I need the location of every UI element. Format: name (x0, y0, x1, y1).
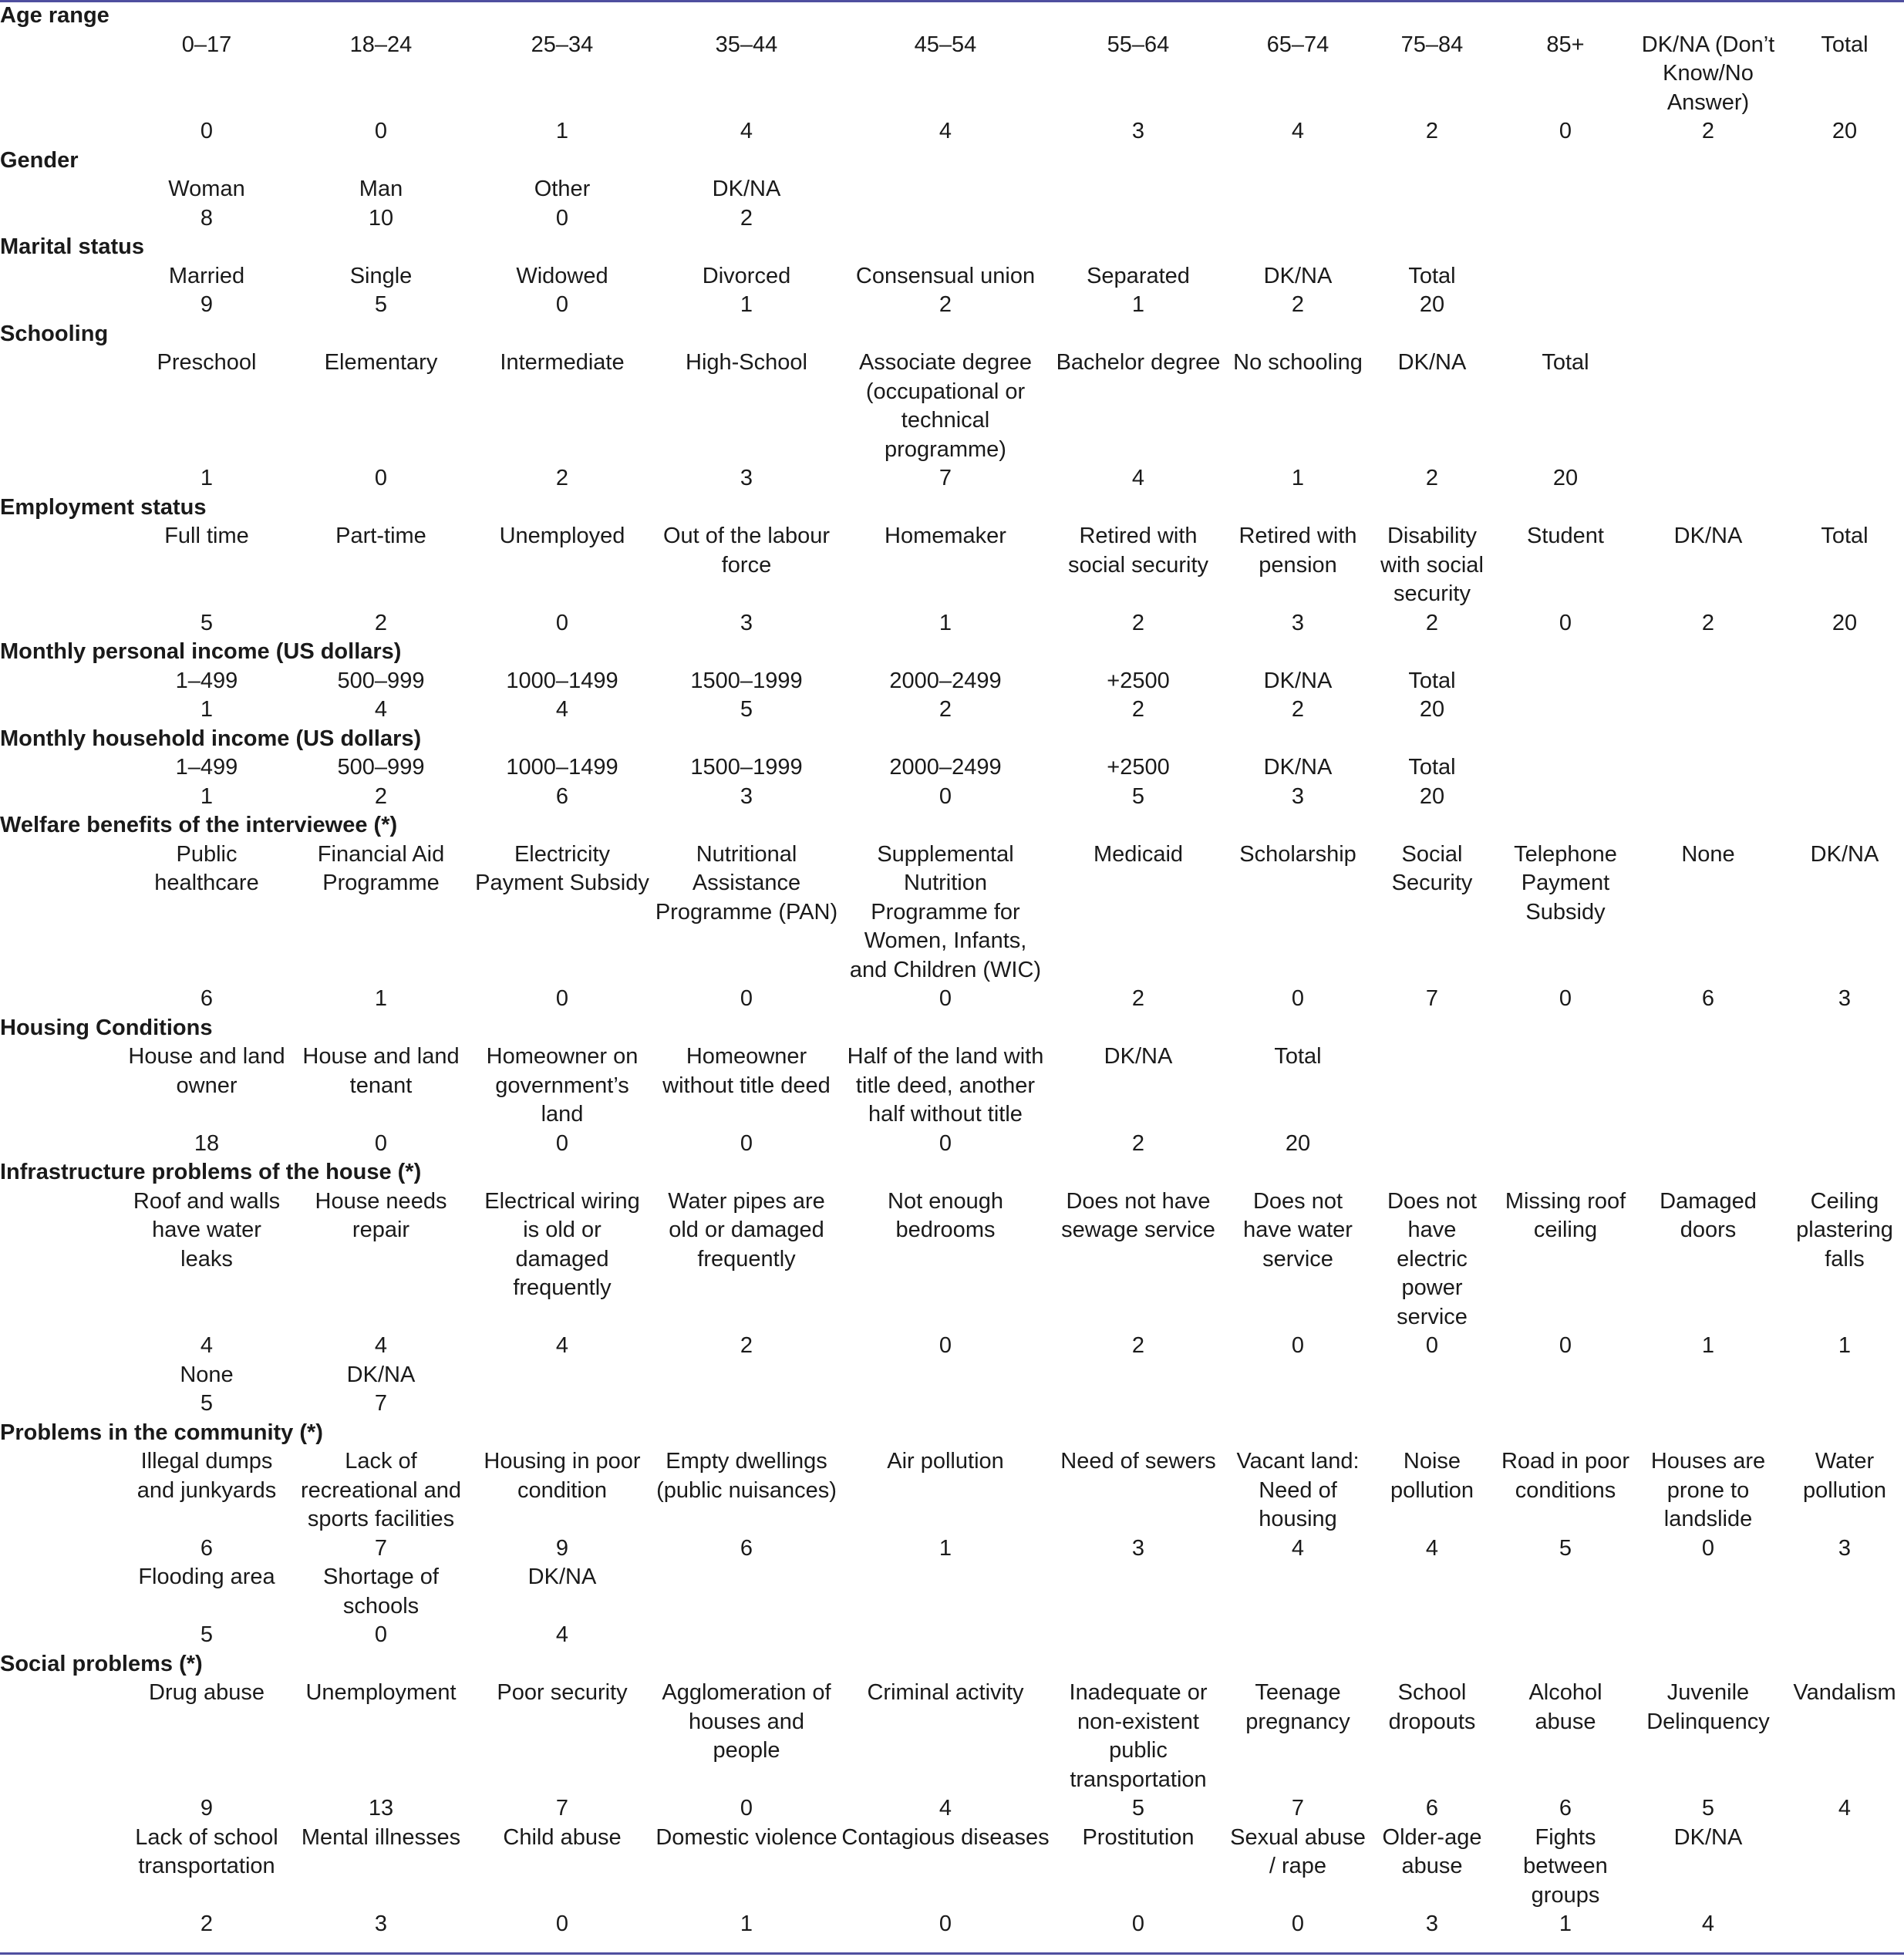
category-label: Preschool (157, 350, 257, 375)
bottom-rule (0, 1952, 1904, 1955)
category-label: Total (1408, 668, 1456, 693)
count-value: 20 (1552, 466, 1579, 490)
count-value: 20 (1285, 1130, 1311, 1156)
count-value: 4 (1838, 1796, 1852, 1821)
category-label: Flooding area (138, 1565, 275, 1589)
count-value: 2 (1131, 986, 1145, 1011)
section-heading: Monthly household income (US dollars) (0, 726, 422, 751)
count-value: 0 (740, 1796, 753, 1821)
category-label: 500–999 (337, 668, 425, 693)
category-label: DK/NA (1673, 524, 1743, 548)
category-label: Electricity Payment Subsidy (475, 841, 649, 895)
category-label: Financial Aid Programme (317, 841, 445, 895)
category-label: 45–54 (914, 32, 977, 57)
count-value: 0 (1559, 610, 1572, 635)
count-value: 9 (200, 292, 214, 317)
category-label: Homeowner on government’s land (486, 1044, 639, 1127)
count-value: 0 (1559, 1333, 1572, 1358)
count-value: 4 (374, 697, 388, 722)
category-label: None (1681, 841, 1735, 867)
count-value: 2 (939, 697, 952, 722)
category-label: 0–17 (181, 32, 232, 57)
count-value: 5 (1559, 1535, 1572, 1561)
category-label: Homemaker (885, 524, 1006, 548)
category-label: Inadequate or non-existent public transportation (1069, 1680, 1208, 1792)
category-label: None (180, 1362, 234, 1387)
category-label: Mental illnesses (301, 1824, 461, 1850)
count-value: 7 (939, 466, 952, 490)
count-value: 0 (555, 610, 569, 635)
category-label: +2500 (1107, 755, 1170, 780)
count-value: 7 (374, 1535, 388, 1561)
count-value: 4 (740, 119, 753, 143)
count-value: 3 (1291, 610, 1305, 635)
count-value: 1 (200, 466, 214, 490)
count-value: 2 (1291, 697, 1305, 722)
category-label: Does not have sewage service (1061, 1188, 1215, 1242)
count-value: 2 (374, 610, 388, 635)
category-label: Elementary (324, 350, 438, 375)
category-label: 35–44 (715, 32, 778, 57)
count-value: 0 (1291, 1912, 1305, 1936)
count-value: 5 (1131, 1796, 1145, 1821)
count-value: 20 (1419, 783, 1445, 809)
count-value: 2 (200, 1912, 214, 1936)
count-value: 3 (1838, 1535, 1852, 1561)
count-value: 1 (740, 1912, 753, 1936)
category-label: 75–84 (1400, 32, 1464, 57)
category-label: Other (534, 177, 591, 201)
count-value: 2 (1291, 292, 1305, 317)
category-label: Medicaid (1093, 841, 1184, 867)
category-label: 2000–2499 (889, 668, 1002, 693)
category-label: Illegal dumps and junkyards (136, 1449, 277, 1503)
count-value: 2 (1131, 610, 1145, 635)
category-label: Unemployed (499, 524, 625, 548)
count-value: 1 (555, 119, 569, 143)
category-label: Water pollution (1802, 1449, 1887, 1503)
category-label: DK/NA (1263, 668, 1333, 693)
category-label: Total (1542, 350, 1589, 375)
category-label: School dropouts (1388, 1680, 1476, 1734)
count-value: 3 (1838, 986, 1852, 1011)
count-value: 20 (1832, 610, 1858, 635)
count-value: 1 (939, 1535, 952, 1561)
count-value: 2 (1425, 119, 1439, 143)
category-label: DK/NA (1673, 1824, 1743, 1850)
category-label: Telephone Payment Subsidy (1514, 841, 1617, 925)
category-label: Noise pollution (1390, 1449, 1474, 1503)
count-value: 2 (1425, 466, 1439, 490)
category-label: Separated (1087, 263, 1190, 288)
count-value: 0 (555, 292, 569, 317)
count-value: 1 (200, 783, 214, 809)
category-label: DK/NA (1263, 755, 1333, 780)
category-label: Shortage of schools (323, 1565, 439, 1618)
category-label: Total (1274, 1044, 1322, 1069)
count-value: 2 (1131, 1333, 1145, 1358)
category-label: Unemployment (305, 1680, 457, 1705)
count-value: 0 (1291, 1333, 1305, 1358)
category-label: Empty dwellings (public nuisances) (656, 1449, 837, 1503)
category-label: Disability with social security (1380, 524, 1484, 606)
category-label: Total (1821, 32, 1869, 57)
category-label: 500–999 (337, 755, 425, 780)
count-value: 13 (368, 1796, 394, 1821)
category-label: Drug abuse (149, 1680, 265, 1705)
count-value: 4 (374, 1333, 388, 1358)
category-label: Total (1821, 524, 1869, 548)
count-value: 3 (1425, 1912, 1439, 1936)
category-label: Out of the labour force (662, 524, 831, 578)
section-heading: Marital status (0, 234, 144, 259)
count-value: 0 (1701, 1535, 1715, 1561)
count-value: 0 (555, 1912, 569, 1936)
count-value: 6 (200, 986, 214, 1011)
category-label: Total (1408, 755, 1456, 780)
category-label: Vandalism (1793, 1680, 1896, 1705)
category-label: Divorced (702, 263, 791, 288)
count-value: 0 (374, 466, 388, 490)
count-value: 6 (200, 1535, 214, 1561)
count-value: 3 (374, 1912, 388, 1936)
category-label: +2500 (1107, 668, 1170, 693)
count-value: 9 (200, 1796, 214, 1821)
count-value: 5 (740, 697, 753, 722)
category-label: Child abuse (503, 1824, 622, 1850)
category-label: Does not have water service (1243, 1188, 1353, 1272)
count-value: 0 (1291, 986, 1305, 1011)
count-value: 5 (1131, 783, 1145, 809)
count-value: 6 (740, 1535, 753, 1561)
category-label: Intermediate (500, 350, 625, 375)
count-value: 1 (939, 610, 952, 635)
category-label: Student (1527, 524, 1604, 548)
section-heading: Gender (0, 147, 79, 173)
category-label: Criminal activity (867, 1680, 1024, 1705)
category-label: 55–64 (1107, 32, 1170, 57)
count-value: 20 (1419, 697, 1445, 722)
category-label: Damaged doors (1660, 1188, 1757, 1242)
count-value: 5 (200, 610, 214, 635)
count-value: 0 (374, 1130, 388, 1156)
count-value: 3 (1291, 783, 1305, 809)
category-label: Water pipes are old or damaged frequently (668, 1188, 825, 1272)
category-label: Sexual abuse / rape (1230, 1824, 1366, 1878)
category-label: 1000–1499 (506, 668, 618, 693)
count-value: 2 (1701, 610, 1715, 635)
category-label: Scholarship (1239, 841, 1356, 867)
section-heading: Schooling (0, 321, 109, 346)
count-value: 3 (740, 466, 753, 490)
category-label: 1–499 (175, 668, 238, 693)
count-value: 2 (1701, 119, 1715, 143)
count-value: 2 (1425, 610, 1439, 635)
category-label: Older-age abuse (1382, 1824, 1482, 1878)
count-value: 0 (740, 1130, 753, 1156)
category-label: High-School (686, 350, 807, 375)
count-value: 6 (555, 783, 569, 809)
category-label: DK/NA (346, 1362, 416, 1387)
category-label: Consensual union (855, 263, 1036, 288)
count-value: 2 (740, 205, 753, 231)
category-label: No schooling (1233, 350, 1363, 375)
count-value: 7 (374, 1391, 388, 1416)
count-value: 2 (740, 1333, 753, 1358)
count-value: 0 (1425, 1333, 1439, 1358)
category-label: Married (168, 263, 245, 288)
count-value: 0 (374, 119, 388, 143)
count-value: 4 (555, 1622, 569, 1647)
count-value: 4 (1131, 466, 1145, 490)
count-value: 4 (939, 1796, 952, 1821)
category-label: Public healthcare (154, 841, 259, 895)
count-value: 3 (740, 610, 753, 635)
count-value: 3 (1131, 1535, 1145, 1561)
count-value: 0 (1131, 1912, 1145, 1936)
section-heading: Age range (0, 3, 110, 28)
category-label: Does not have electric power service (1387, 1188, 1478, 1329)
category-label: 85+ (1546, 32, 1585, 57)
count-value: 4 (555, 697, 569, 722)
category-label: DK/NA (1397, 350, 1467, 375)
count-value: 7 (1425, 986, 1439, 1011)
category-label: Domestic violence (655, 1824, 837, 1850)
category-label: Fights between groups (1523, 1824, 1608, 1908)
count-value: 1 (1701, 1333, 1715, 1358)
count-value: 4 (555, 1333, 569, 1358)
category-label: Houses are prone to landslide (1650, 1449, 1766, 1531)
category-label: House and land tenant (302, 1044, 460, 1098)
count-value: 20 (1832, 119, 1858, 143)
category-label: 65–74 (1266, 32, 1329, 57)
count-value: 0 (939, 783, 952, 809)
count-value: 0 (939, 986, 952, 1011)
count-value: 4 (939, 119, 952, 143)
count-value: 0 (1559, 986, 1572, 1011)
category-label: Nutritional Assistance Programme (PAN) (655, 841, 838, 925)
category-label: 18–24 (349, 32, 413, 57)
count-value: 7 (1291, 1796, 1305, 1821)
category-label: Man (359, 177, 403, 201)
count-value: 2 (1131, 1130, 1145, 1156)
category-label: Roof and walls have water leaks (133, 1188, 281, 1272)
count-value: 7 (555, 1796, 569, 1821)
count-value: 0 (939, 1130, 952, 1156)
category-label: 1500–1999 (690, 668, 803, 693)
count-value: 0 (374, 1622, 388, 1647)
section-heading: Monthly personal income (US dollars) (0, 639, 402, 664)
section-heading: Housing Conditions (0, 1015, 213, 1040)
count-value: 3 (740, 783, 753, 809)
count-value: 5 (200, 1391, 214, 1416)
category-label: DK/NA (1104, 1044, 1173, 1069)
category-label: Vacant land: Need of housing (1236, 1449, 1360, 1531)
section-heading: Social problems (*) (0, 1651, 203, 1676)
count-value: 0 (1559, 119, 1572, 143)
category-label: Poor security (497, 1680, 628, 1705)
category-label: House needs repair (315, 1188, 447, 1242)
count-value: 5 (1701, 1796, 1715, 1821)
count-value: 4 (200, 1333, 214, 1358)
count-value: 4 (1291, 1535, 1305, 1561)
category-label: DK/NA (Don’t Know/No Answer) (1641, 32, 1775, 115)
section-heading: Welfare benefits of the interviewee (*) (0, 813, 398, 837)
category-label: Electrical wiring is old or damaged frequently (484, 1188, 640, 1300)
category-label: Full time (164, 524, 249, 548)
category-label: Agglomeration of houses and people (662, 1680, 831, 1763)
section-heading: Infrastructure problems of the house (*) (0, 1160, 422, 1184)
category-label: House and land owner (128, 1044, 285, 1098)
category-label: 1000–1499 (506, 755, 618, 780)
count-value: 4 (1291, 119, 1305, 143)
section-heading: Employment status (0, 494, 207, 520)
category-label: Missing roof ceiling (1505, 1188, 1626, 1242)
count-value: 0 (555, 986, 569, 1011)
category-label: Ceiling plastering falls (1796, 1188, 1893, 1272)
count-value: 1 (1559, 1912, 1572, 1936)
count-value: 1 (740, 292, 753, 317)
category-label: Teenage pregnancy (1245, 1680, 1350, 1734)
count-value: 1 (374, 986, 388, 1011)
category-label: Supplemental Nutrition Programme for Women, Infants, and Children (WIC) (849, 841, 1042, 982)
count-value: 6 (1425, 1796, 1439, 1821)
count-value: 5 (200, 1622, 214, 1647)
category-label: Retired with social security (1067, 524, 1209, 578)
category-label: DK/NA (527, 1565, 597, 1589)
count-value: 18 (194, 1130, 220, 1156)
category-label: Part-time (335, 524, 426, 548)
category-label: Alcohol abuse (1528, 1680, 1602, 1734)
count-value: 10 (368, 205, 394, 231)
category-label: DK/NA (712, 177, 781, 201)
category-label: Air pollution (887, 1449, 1004, 1474)
category-label: Not enough bedrooms (888, 1188, 1003, 1242)
count-value: 1 (1291, 466, 1305, 490)
count-value: 5 (374, 292, 388, 317)
count-value: 3 (1131, 119, 1145, 143)
category-label: Road in poor conditions (1501, 1449, 1630, 1503)
count-value: 0 (939, 1912, 952, 1936)
count-value: 4 (1425, 1535, 1439, 1561)
category-label: Contagious diseases (841, 1824, 1050, 1850)
count-value: 2 (374, 783, 388, 809)
category-label: Lack of school transportation (135, 1824, 278, 1878)
category-label: Homeowner without title deed (662, 1044, 831, 1098)
count-value: 4 (1701, 1912, 1715, 1936)
category-label: 2000–2499 (889, 755, 1002, 780)
category-label: Associate degree (occupational or technical programme) (858, 350, 1033, 462)
category-label: Housing in poor condition (484, 1449, 641, 1503)
count-value: 0 (939, 1333, 952, 1358)
count-value: 0 (555, 205, 569, 231)
count-value: 0 (555, 1130, 569, 1156)
count-value: 6 (1701, 986, 1715, 1011)
count-value: 20 (1419, 292, 1445, 317)
category-label: Half of the land with title deed, another half without title (847, 1044, 1044, 1127)
count-value: 1 (1131, 292, 1145, 317)
count-value: 1 (200, 697, 214, 722)
count-value: 8 (200, 205, 214, 231)
count-value: 6 (1559, 1796, 1572, 1821)
category-label: Prostitution (1082, 1824, 1195, 1850)
category-label: Single (349, 263, 413, 288)
category-label: Retired with pension (1238, 524, 1357, 578)
category-label: Need of sewers (1060, 1449, 1216, 1474)
count-value: 9 (555, 1535, 569, 1561)
count-value: 2 (1131, 697, 1145, 722)
category-label: Juvenile Delinquency (1646, 1680, 1770, 1734)
category-label: DK/NA (1810, 841, 1879, 867)
category-label: Bachelor degree (1056, 350, 1221, 375)
count-value: 0 (200, 119, 214, 143)
section-heading: Problems in the community (*) (0, 1420, 323, 1445)
category-label: Social Security (1391, 841, 1473, 895)
count-value: 2 (939, 292, 952, 317)
category-label: Total (1408, 263, 1456, 288)
category-label: 1500–1999 (690, 755, 803, 780)
category-label: Woman (168, 177, 245, 201)
count-value: 0 (740, 986, 753, 1011)
category-label: Lack of recreational and sports facilities (301, 1449, 461, 1531)
category-label: Widowed (516, 263, 608, 288)
category-label: 1–499 (175, 755, 238, 780)
category-label: DK/NA (1263, 263, 1333, 288)
count-value: 1 (1838, 1333, 1852, 1358)
count-value: 2 (555, 466, 569, 490)
category-label: 25–34 (531, 32, 594, 57)
